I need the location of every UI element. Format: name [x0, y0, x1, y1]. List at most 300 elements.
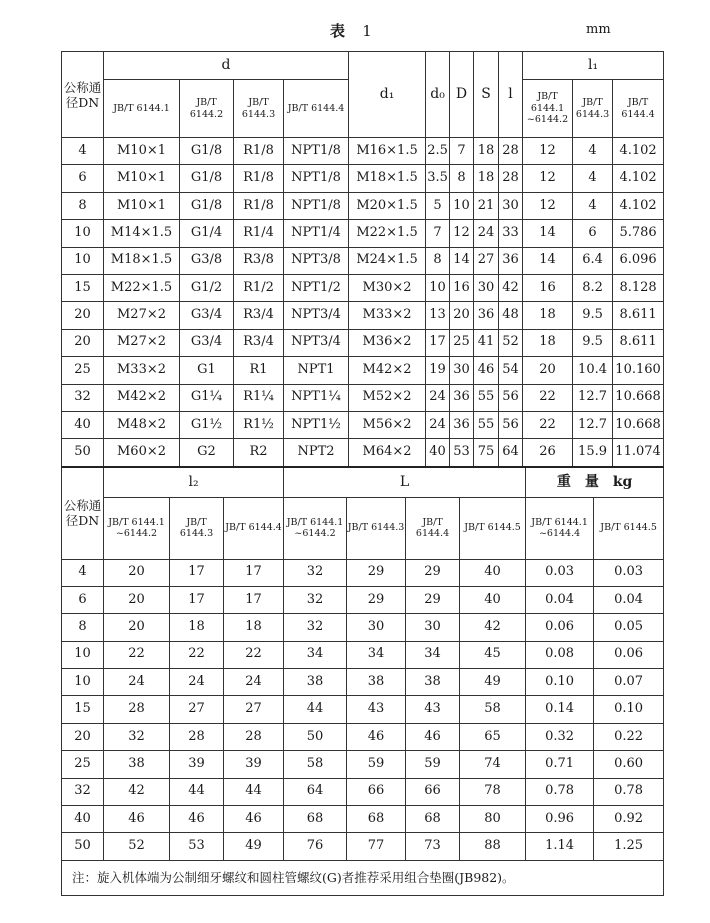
table-cell: 0.96 — [526, 806, 594, 833]
table-cell: NPT1/8 — [284, 165, 349, 192]
table-cell: 0.14 — [526, 696, 594, 723]
table-cell: 27 — [170, 696, 224, 723]
table-row — [62, 559, 664, 586]
table-cell: 32 — [284, 559, 347, 586]
table-cell: 27 — [224, 696, 284, 723]
table-cell: 24 — [426, 411, 450, 438]
table-cell: M64×2 — [349, 439, 426, 466]
table-cell: 20 — [450, 302, 474, 329]
table-cell: 10.668 — [613, 384, 664, 411]
table-row — [62, 696, 664, 723]
l1-standard: JB/T 6144.1 ~6144.2 — [523, 80, 573, 138]
dn-cell: 50 — [62, 439, 104, 466]
table-cell: 6.096 — [613, 247, 664, 274]
table-cell: 0.07 — [594, 669, 664, 696]
table-cell: NPT1 — [284, 357, 349, 384]
dn-header: 公称通径DN — [62, 52, 104, 138]
table-cell: M10×1 — [104, 192, 180, 219]
table-cell: NPT1/8 — [284, 192, 349, 219]
table-cell: M24×1.5 — [349, 247, 426, 274]
table-cell: NPT1½ — [284, 411, 349, 438]
l1-header: l₁ — [523, 52, 664, 80]
table-cell: 8.2 — [573, 274, 613, 301]
table-cell: 17 — [224, 586, 284, 613]
table-row — [62, 329, 664, 356]
table-cell: R1¼ — [234, 384, 284, 411]
table-cell: 49 — [460, 669, 526, 696]
table-cell: 8.611 — [613, 302, 664, 329]
table-cell: G1/8 — [180, 165, 234, 192]
table-row — [62, 192, 664, 219]
table-cell: 77 — [347, 833, 406, 860]
table-cell: NPT3/4 — [284, 302, 349, 329]
table-cell: 68 — [284, 806, 347, 833]
table-cell: NPT1/8 — [284, 138, 349, 165]
table-cell: 8.611 — [613, 329, 664, 356]
table-cell: 64 — [499, 439, 523, 466]
d1-header: d₁ — [349, 52, 426, 138]
dn-cell: 8 — [62, 614, 104, 641]
table-cell: 76 — [284, 833, 347, 860]
weight-header: 重 量 kg — [526, 467, 664, 497]
table-cell: 30 — [347, 614, 406, 641]
table-cell: 10 — [450, 192, 474, 219]
table-cell: 25 — [450, 329, 474, 356]
table-cell: G1/8 — [180, 192, 234, 219]
table-cell: 10 — [426, 274, 450, 301]
dn-cell: 15 — [62, 274, 104, 301]
table-cell: 0.78 — [594, 778, 664, 805]
table-cell: 46 — [474, 357, 499, 384]
table-cell: 4 — [573, 138, 613, 165]
table-cell: 20 — [104, 614, 170, 641]
table-cell: 1.14 — [526, 833, 594, 860]
table-cell: R1/2 — [234, 274, 284, 301]
table-cell: 26 — [523, 439, 573, 466]
table-cell: M18×1.5 — [349, 165, 426, 192]
dn-cell: 25 — [62, 357, 104, 384]
table-cell: G1 — [180, 357, 234, 384]
table-cell: 53 — [170, 833, 224, 860]
table-cell: G1¼ — [180, 384, 234, 411]
dn-header: 公称通径DN — [62, 467, 104, 559]
dn-cell: 32 — [62, 778, 104, 805]
table-cell: NPT1/4 — [284, 220, 349, 247]
footnote: 注：旋入机体端为公制细牙螺纹和圆柱管螺纹(G)者推荐采用组合垫圈(JB982)。 — [62, 860, 664, 895]
table-row — [62, 641, 664, 668]
table-cell: M60×2 — [104, 439, 180, 466]
table-cell: 8 — [450, 165, 474, 192]
table-cell: 19 — [426, 357, 450, 384]
table-cell: 46 — [406, 723, 460, 750]
dn-cell: 20 — [62, 302, 104, 329]
table-cell: 66 — [347, 778, 406, 805]
table-cell: 16 — [523, 274, 573, 301]
table-cell: 0.06 — [594, 641, 664, 668]
table-cell: R1½ — [234, 411, 284, 438]
L-header: L — [284, 467, 526, 497]
table-cell: 12 — [450, 220, 474, 247]
table-cell: 38 — [284, 669, 347, 696]
dn-cell: 10 — [62, 641, 104, 668]
table-cell: 36 — [499, 247, 523, 274]
table-cell: 65 — [460, 723, 526, 750]
table-row — [62, 384, 664, 411]
table-cell: 14 — [523, 220, 573, 247]
table-cell: 1.25 — [594, 833, 664, 860]
table-cell: 53 — [450, 439, 474, 466]
table-cell: 58 — [284, 751, 347, 778]
dn-cell: 6 — [62, 586, 104, 613]
table-cell: 22 — [523, 384, 573, 411]
table-row — [62, 439, 664, 466]
table-cell: 18 — [474, 165, 499, 192]
table-cell: M20×1.5 — [349, 192, 426, 219]
table-cell: 0.06 — [526, 614, 594, 641]
table-cell: 0.03 — [526, 559, 594, 586]
table-cell: 39 — [224, 751, 284, 778]
table-cell: 88 — [460, 833, 526, 860]
table-cell: 20 — [104, 586, 170, 613]
table-cell: M36×2 — [349, 329, 426, 356]
table-cell: 74 — [460, 751, 526, 778]
table-cell: R1/8 — [234, 192, 284, 219]
table-cell: R1/8 — [234, 165, 284, 192]
table-cell: 66 — [406, 778, 460, 805]
table-cell: M52×2 — [349, 384, 426, 411]
table-cell: G1/2 — [180, 274, 234, 301]
table-cell: 30 — [499, 192, 523, 219]
dn-cell: 40 — [62, 806, 104, 833]
table-cell: 59 — [347, 751, 406, 778]
table-cell: 7 — [426, 220, 450, 247]
table-cell: 29 — [406, 559, 460, 586]
S-header: S — [474, 52, 499, 138]
table-cell: 28 — [499, 138, 523, 165]
table-cell: 46 — [170, 806, 224, 833]
dn-cell: 4 — [62, 559, 104, 586]
table-cell: 46 — [104, 806, 170, 833]
table-cell: 4 — [573, 165, 613, 192]
l1-standard: JB/T 6144.3 — [573, 80, 613, 138]
table-row — [62, 723, 664, 750]
table-cell: 2.5 — [426, 138, 450, 165]
table-cell: 55 — [474, 384, 499, 411]
table-cell: M30×2 — [349, 274, 426, 301]
table-cell: 42 — [499, 274, 523, 301]
table-cell: 34 — [284, 641, 347, 668]
table-cell: R3/4 — [234, 329, 284, 356]
table-cell: 0.10 — [594, 696, 664, 723]
l2-standard: JB/T 6144.3 — [170, 497, 224, 559]
table-cell: 46 — [224, 806, 284, 833]
table-cell: 27 — [474, 247, 499, 274]
table-cell: 36 — [450, 384, 474, 411]
table-cell: 40 — [426, 439, 450, 466]
table-cell: R1/4 — [234, 220, 284, 247]
table-cell: G1½ — [180, 411, 234, 438]
table-cell: 30 — [450, 357, 474, 384]
table-cell: 39 — [170, 751, 224, 778]
table-cell: 40 — [460, 559, 526, 586]
table-cell: NPT3/4 — [284, 329, 349, 356]
table-cell: 50 — [284, 723, 347, 750]
dn-cell: 8 — [62, 192, 104, 219]
table-cell: 22 — [224, 641, 284, 668]
table-cell: 33 — [499, 220, 523, 247]
table-cell: 32 — [284, 586, 347, 613]
L-standard: JB/T 6144.4 — [406, 497, 460, 559]
table-cell: M33×2 — [104, 357, 180, 384]
table-cell: 30 — [474, 274, 499, 301]
table-cell: NPT2 — [284, 439, 349, 466]
table-cell: 43 — [406, 696, 460, 723]
table-cell: 80 — [460, 806, 526, 833]
table-cell: R1 — [234, 357, 284, 384]
table-cell: M33×2 — [349, 302, 426, 329]
table-cell: 12 — [523, 138, 573, 165]
table-cell: 49 — [224, 833, 284, 860]
table-cell: 18 — [523, 329, 573, 356]
table-cell: 5.786 — [613, 220, 664, 247]
table-cell: 9.5 — [573, 329, 613, 356]
table-cell: 20 — [104, 559, 170, 586]
table-cell: 32 — [284, 614, 347, 641]
table-cell: 4.102 — [613, 192, 664, 219]
dn-cell: 25 — [62, 751, 104, 778]
table-row — [62, 165, 664, 192]
table-cell: 56 — [499, 411, 523, 438]
table-cell: M27×2 — [104, 302, 180, 329]
table-cell: 0.04 — [526, 586, 594, 613]
table-cell: R3/4 — [234, 302, 284, 329]
table-cell: 12 — [523, 192, 573, 219]
table-cell: M48×2 — [104, 411, 180, 438]
table-cell: 4.102 — [613, 165, 664, 192]
table-cell: 22 — [523, 411, 573, 438]
table-cell: 5 — [426, 192, 450, 219]
table-row — [62, 751, 664, 778]
l-header: l — [499, 52, 523, 138]
L-standard: JB/T 6144.1 ~6144.2 — [284, 497, 347, 559]
length-weight-table — [61, 466, 664, 896]
table-cell: 28 — [170, 723, 224, 750]
table-cell: 0.10 — [526, 669, 594, 696]
table-cell: M22×1.5 — [104, 274, 180, 301]
L-standard: JB/T 6144.5 — [460, 497, 526, 559]
table-cell: 78 — [460, 778, 526, 805]
table-cell: G1/4 — [180, 220, 234, 247]
table-cell: 0.04 — [594, 586, 664, 613]
table-cell: 58 — [460, 696, 526, 723]
table-cell: M10×1 — [104, 138, 180, 165]
table-cell: 29 — [406, 586, 460, 613]
table-cell: 30 — [406, 614, 460, 641]
table-cell: 44 — [284, 696, 347, 723]
L-standard: JB/T 6144.3 — [347, 497, 406, 559]
table-row — [62, 302, 664, 329]
table-cell: 14 — [450, 247, 474, 274]
table-cell: 48 — [499, 302, 523, 329]
table-cell: M22×1.5 — [349, 220, 426, 247]
table-cell: 36 — [450, 411, 474, 438]
table-cell: G3/4 — [180, 302, 234, 329]
table-cell: 8.128 — [613, 274, 664, 301]
table-cell: 36 — [474, 302, 499, 329]
l1-standard: JB/T 6144.4 — [613, 80, 664, 138]
table-cell: M10×1 — [104, 165, 180, 192]
table-cell: 52 — [499, 329, 523, 356]
table-cell: 44 — [170, 778, 224, 805]
table-cell: M42×2 — [104, 384, 180, 411]
table-cell: 4.102 — [613, 138, 664, 165]
dn-cell: 50 — [62, 833, 104, 860]
table-cell: 32 — [104, 723, 170, 750]
table-cell: 20 — [523, 357, 573, 384]
table-cell: 54 — [499, 357, 523, 384]
table-cell: 29 — [347, 559, 406, 586]
table-cell: 10.668 — [613, 411, 664, 438]
table-cell: 16 — [450, 274, 474, 301]
table-cell: NPT1¼ — [284, 384, 349, 411]
table-cell: 68 — [406, 806, 460, 833]
table-cell: 46 — [347, 723, 406, 750]
table-cell: 8 — [426, 247, 450, 274]
dn-cell: 15 — [62, 696, 104, 723]
d-standard: JB/T 6144.3 — [234, 80, 284, 138]
table-cell: 0.71 — [526, 751, 594, 778]
l2-header: l₂ — [104, 467, 284, 497]
table-cell: 75 — [474, 439, 499, 466]
table-cell: 64 — [284, 778, 347, 805]
table-cell: 34 — [347, 641, 406, 668]
table-cell: R1/8 — [234, 138, 284, 165]
table-cell: 24 — [426, 384, 450, 411]
table-cell: 44 — [224, 778, 284, 805]
table-cell: 73 — [406, 833, 460, 860]
table-cell: M27×2 — [104, 329, 180, 356]
table-cell: 18 — [170, 614, 224, 641]
table-cell: G3/4 — [180, 329, 234, 356]
unit-label: mm — [586, 22, 611, 37]
l2-standard: JB/T 6144.1 ~6144.2 — [104, 497, 170, 559]
table-cell: 12.7 — [573, 411, 613, 438]
table-cell: 0.22 — [594, 723, 664, 750]
table-cell: 59 — [406, 751, 460, 778]
table-row — [62, 586, 664, 613]
table-cell: 21 — [474, 192, 499, 219]
table-cell: 18 — [474, 138, 499, 165]
table-cell: G2 — [180, 439, 234, 466]
weight-standard: JB/T 6144.5 — [594, 497, 664, 559]
table-cell: 28 — [224, 723, 284, 750]
table-caption — [330, 20, 378, 41]
table-row — [62, 411, 664, 438]
table-cell: 10.160 — [613, 357, 664, 384]
table-cell: M42×2 — [349, 357, 426, 384]
caption-label: 表 — [330, 22, 352, 40]
table-cell: 10.4 — [573, 357, 613, 384]
table-row — [62, 833, 664, 860]
dn-cell: 6 — [62, 165, 104, 192]
table-cell: 28 — [104, 696, 170, 723]
table-cell: M56×2 — [349, 411, 426, 438]
table-row — [62, 274, 664, 301]
table-cell: 11.074 — [613, 439, 664, 466]
table-cell: 12.7 — [573, 384, 613, 411]
dn-cell: 20 — [62, 329, 104, 356]
d-header: d — [104, 52, 349, 80]
table-row — [62, 778, 664, 805]
weight-standard: JB/T 6144.1 ~6144.4 — [526, 497, 594, 559]
table-cell: 18 — [224, 614, 284, 641]
table-cell: 45 — [460, 641, 526, 668]
table-cell: 15.9 — [573, 439, 613, 466]
dn-cell: 32 — [62, 384, 104, 411]
table-cell: 42 — [460, 614, 526, 641]
table-cell: 17 — [170, 586, 224, 613]
table-cell: NPT1/2 — [284, 274, 349, 301]
d-standard: JB/T 6144.1 — [104, 80, 180, 138]
table-cell: 3.5 — [426, 165, 450, 192]
table-cell: 0.05 — [594, 614, 664, 641]
table-cell: 6 — [573, 220, 613, 247]
d-standard: JB/T 6144.4 — [284, 80, 349, 138]
table-cell: 4 — [573, 192, 613, 219]
table-cell: 38 — [406, 669, 460, 696]
dn-cell: 4 — [62, 138, 104, 165]
dn-cell: 40 — [62, 411, 104, 438]
table-cell: 17 — [170, 559, 224, 586]
table-cell: 38 — [104, 751, 170, 778]
table-cell: G3/8 — [180, 247, 234, 274]
table-cell: 22 — [170, 641, 224, 668]
table-row — [62, 614, 664, 641]
table-cell: 24 — [474, 220, 499, 247]
table-cell: R3/8 — [234, 247, 284, 274]
table-row — [62, 806, 664, 833]
table-row — [62, 247, 664, 274]
table-cell: 9.5 — [573, 302, 613, 329]
table-cell: 38 — [347, 669, 406, 696]
table-row — [62, 357, 664, 384]
table-cell: 41 — [474, 329, 499, 356]
d0-header: d₀ — [426, 52, 450, 138]
table-cell: 0.32 — [526, 723, 594, 750]
table-cell: M16×1.5 — [349, 138, 426, 165]
dn-cell: 20 — [62, 723, 104, 750]
table-cell: M14×1.5 — [104, 220, 180, 247]
d-standard: JB/T 6144.2 — [180, 80, 234, 138]
table-cell: 52 — [104, 833, 170, 860]
table-cell: 18 — [523, 302, 573, 329]
table-cell: 56 — [499, 384, 523, 411]
table-cell: 0.78 — [526, 778, 594, 805]
l2-standard: JB/T 6144.4 — [224, 497, 284, 559]
table-cell: 0.08 — [526, 641, 594, 668]
table-cell: 28 — [499, 165, 523, 192]
table-cell: 0.92 — [594, 806, 664, 833]
table-cell: M18×1.5 — [104, 247, 180, 274]
table-cell: NPT3/8 — [284, 247, 349, 274]
table-cell: R2 — [234, 439, 284, 466]
D-header: D — [450, 52, 474, 138]
table-row — [62, 669, 664, 696]
table-cell: 34 — [406, 641, 460, 668]
dimension-table — [61, 51, 664, 467]
table-cell: 12 — [523, 165, 573, 192]
table-row — [62, 138, 664, 165]
